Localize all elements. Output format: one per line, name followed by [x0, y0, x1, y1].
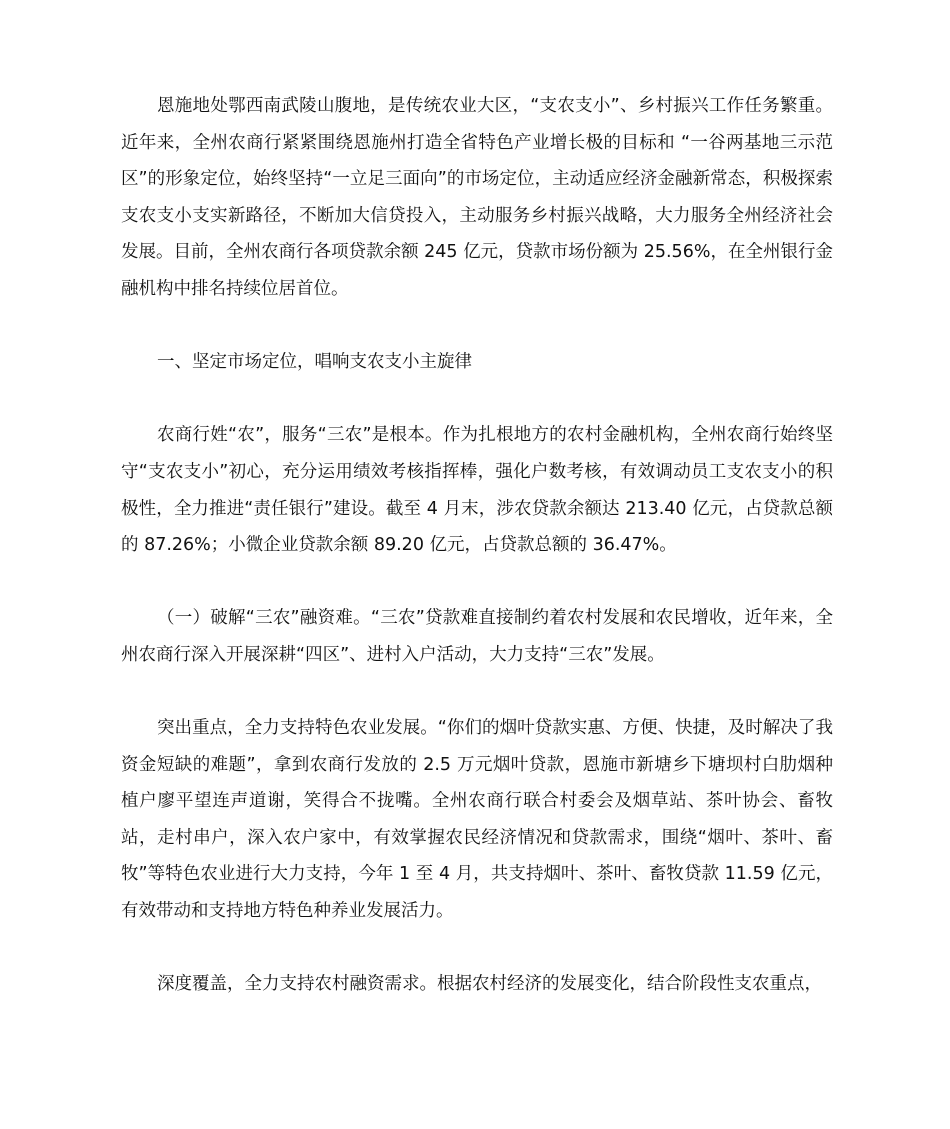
- document-page: [121, 88, 833, 1039]
- section-1-paragraph: 农商行姓“农”，服务“三农”是根本。作为扎根地方的农村金融机构，全州农商行始终坚守“支农支小”初心，充分运用绩效考核指挥棒，强化户数考核，有效调动员工支农支小的积极性，全力推进“责任银行”建设。截至 4 月末，涉农贷款余额达 213.40 亿元，占贷款总额的 87.26%；小微企业贷款余额 89.20 亿元，占贷款总额的 36.47%。: [121, 425, 833, 556]
- intro-paragraph: 恩施地处鄂西南武陵山腹地，是传统农业大区，“支农支小”、乡村振兴工作任务繁重。近年来，全州农商行紧紧围绕恩施州打造全省特色产业增长极的目标和 “一谷两基地三示范区”的形象定位，始终坚持“一立足三面向”的市场定位，主动适应经济金融新常态，积极探索支农支小支实新路径，不断加大信贷投入，主动服务乡村振兴战略，大力服务全州经济社会发展。目前，全州农商行各项贷款余额 245 亿元，贷款市场份额为 25.56%，在全州银行金融机构中排名持续位居首位。: [121, 96, 833, 299]
- coverage-paragraph: 深度覆盖，全力支持农村融资需求。根据农村经济的发展变化，结合阶段性支农重点，: [157, 974, 822, 995]
- section-heading-1: 一、坚定市场定位，唱响支农支小主旋律: [157, 352, 472, 373]
- tobacco-loans-paragraph: 突出重点，全力支持特色农业发展。“你们的烟叶贷款实惠、方便、快捷，及时解决了我资金短缺的难题”，拿到农商行发放的 2.5 万元烟叶贷款，恩施市新塘乡下塘坝村白肋烟种植户廖平望连声道谢，笑得合不拢嘴。全州农商行联合村委会及烟草站、茶叶协会、畜牧站，走村串户，深入农户家中，有效掌握农民经济情况和贷款需求，围绕“烟叶、茶叶、畜牧”等特色农业进行大力支持，今年 1 至 4 月，共支持烟叶、茶叶、畜牧贷款 11.59 亿元，有效带动和支持地方特色种养业发展活力。: [121, 718, 833, 922]
- subsection-1-paragraph: （一）破解“三农”融资难。“三农”贷款难直接制约着农村发展和农民增收，近年来，全州农商行深入开展深耕“四区”、进村入户活动，大力支持“三农”发展。: [121, 608, 833, 665]
